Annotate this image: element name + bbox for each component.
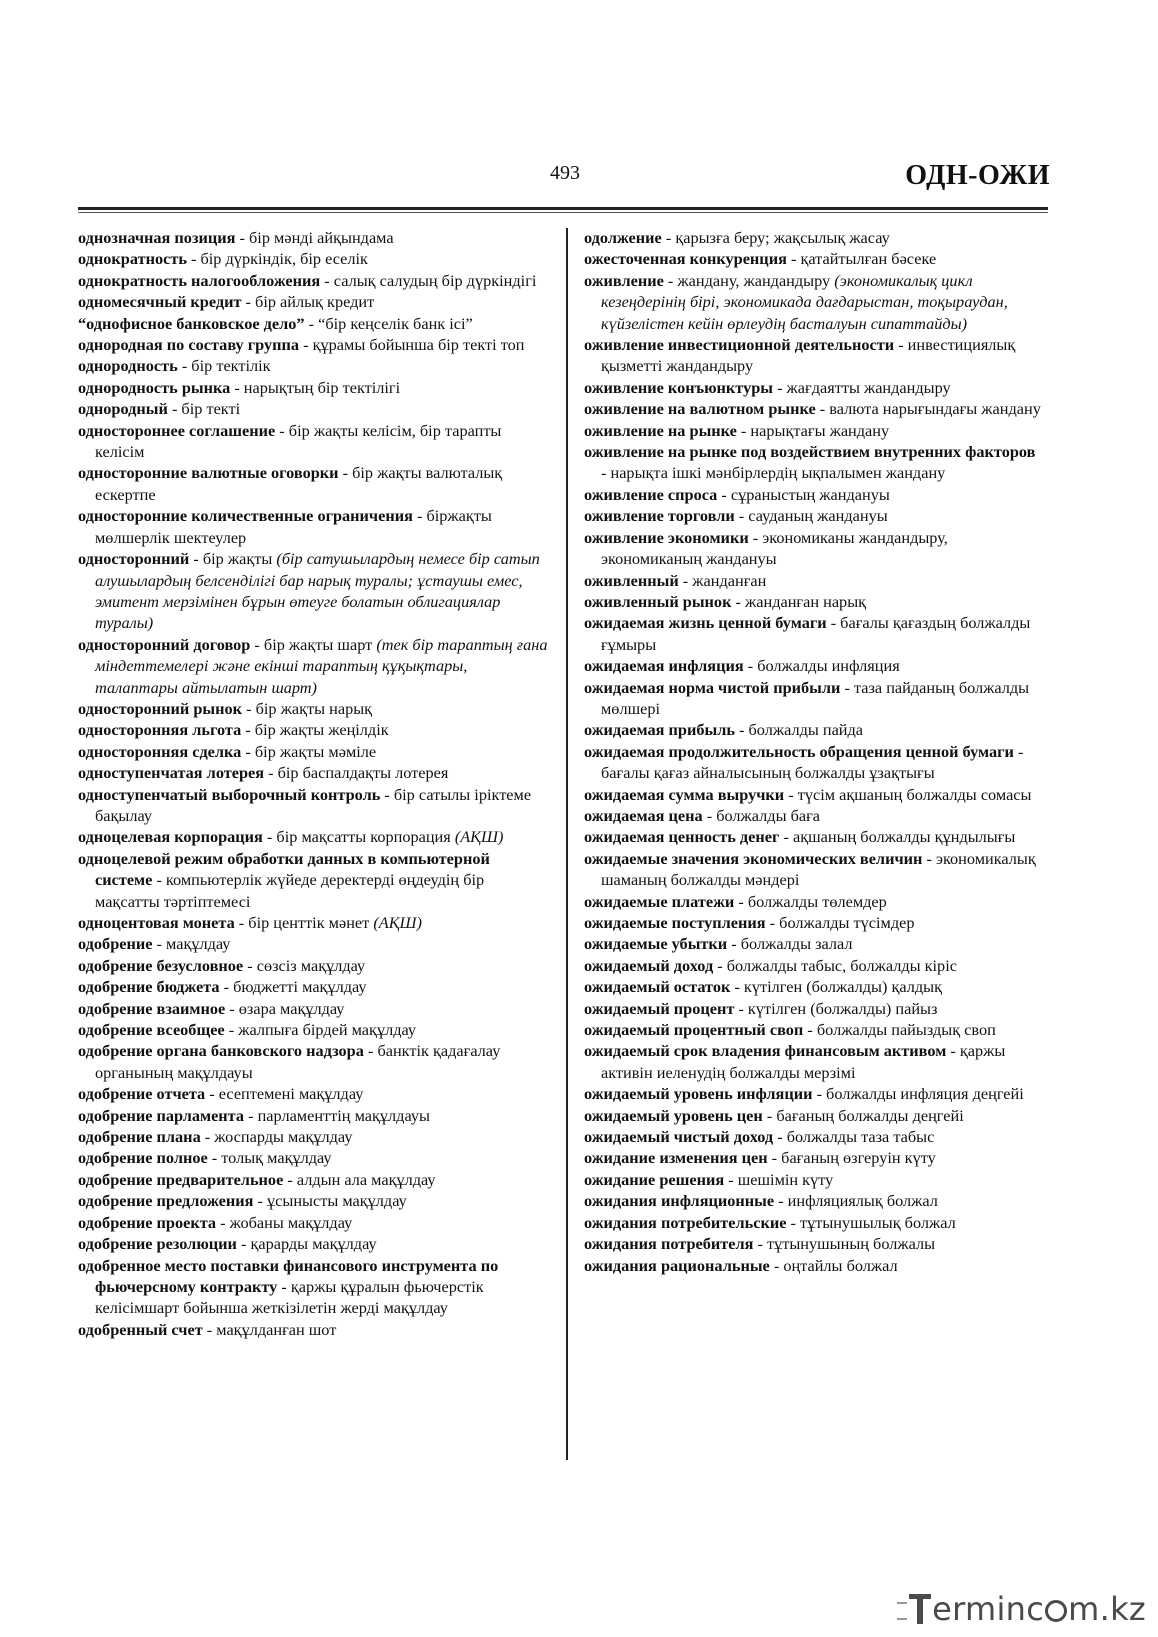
- entry-definition: - жанданған нарық: [731, 591, 867, 611]
- dictionary-entry: [584, 933, 1044, 954]
- entry-definition: - экономикалық шаманың болжалды мәндері: [601, 848, 1036, 890]
- dictionary-entry: [584, 1255, 1044, 1276]
- entry-definition: - мақұлдау: [152, 934, 231, 954]
- entry-definition: - бір центтік мәнет: [234, 913, 374, 932]
- entry-definition: - бір жақты келісім, бір тарапты келісім: [95, 420, 502, 462]
- dictionary-entry: [78, 955, 548, 976]
- entry-definition: - болжалды пайыздық своп: [803, 1020, 996, 1040]
- entry-definition: - бір мақсатты корпорация: [262, 827, 455, 847]
- watermark-logo: [909, 1590, 1146, 1628]
- dictionary-entry: [584, 570, 1044, 591]
- entry-term: ожесточенная конкуренция: [584, 249, 787, 269]
- dictionary-entry: [78, 1255, 548, 1319]
- entry-definition: - жандану, жандандыру: [663, 270, 835, 290]
- dictionary-entry: [584, 998, 1044, 1019]
- entry-term: оживление спроса: [584, 484, 718, 504]
- dictionary-entry: [584, 1147, 1044, 1168]
- dictionary-entry: [78, 848, 548, 912]
- dictionary-entry: [584, 420, 1044, 441]
- entry-term: однородность: [78, 356, 178, 376]
- dictionary-entry: [584, 955, 1044, 976]
- entry-term: одноступенчатый выборочный контроль: [78, 784, 381, 804]
- entry-term: ожидаемая продолжительность обращения ценной бумаги: [584, 741, 1014, 761]
- entry-term: одноступенчатая лотерея: [78, 763, 265, 783]
- logo-text-part: ermin: [932, 1590, 1027, 1628]
- entry-definition: - қарарды мақұлдау: [236, 1234, 377, 1254]
- entry-term: “однофисное банковское дело”: [78, 313, 305, 333]
- entry-term: ожидание решения: [584, 1169, 725, 1189]
- dictionary-entry: [78, 1212, 548, 1233]
- entry-definition: - күтілген (болжалды) пайыз: [734, 998, 938, 1018]
- dictionary-entry: [78, 548, 548, 634]
- dictionary-entry: [78, 355, 548, 376]
- entry-term: ожидаемые значения экономических величин: [584, 848, 923, 868]
- entry-term: однократность: [78, 249, 187, 269]
- entry-term: ожидаемая жизнь ценной бумаги: [584, 613, 827, 633]
- entry-term: односторонние валютные оговорки: [78, 463, 339, 483]
- entry-term: одноцентовая монета: [78, 913, 235, 932]
- entry-definition: - инвестициялық қызметті жандандыру: [601, 335, 1016, 376]
- entry-term: оживление инвестиционной деятельности: [584, 335, 895, 355]
- dictionary-entry: [78, 998, 548, 1019]
- dictionary-entry: [584, 1212, 1044, 1233]
- dictionary-entry: [78, 762, 548, 783]
- dictionary-entry: [78, 462, 548, 505]
- entry-term: одобрение предварительное: [78, 1169, 284, 1189]
- entry-term: односторонние количественные ограничения: [78, 506, 413, 526]
- dictionary-entry: [584, 505, 1044, 526]
- dictionary-entry: [78, 826, 548, 847]
- entry-definition: - нарықта ішкі мәнбірлердің ықпалымен жандану: [601, 463, 946, 483]
- dictionary-entry: [78, 1083, 548, 1104]
- entry-definition: - банктік қадағалау органының мақұлдауы: [95, 1041, 501, 1082]
- dictionary-entry: [78, 334, 548, 355]
- dictionary-entry: [584, 441, 1044, 484]
- dictionary-entry: [584, 719, 1044, 740]
- entry-definition: - сұраныстың жандануы: [717, 484, 890, 504]
- dictionary-entry: [78, 377, 548, 398]
- entry-definition: - бағалы қағаздың болжалды ғұмыры: [601, 613, 1031, 654]
- entry-definition: - болжалды төлемдер: [734, 891, 887, 911]
- dictionary-entry: [78, 912, 548, 933]
- entry-term: ожидания инфляционные: [584, 1191, 775, 1211]
- entry-definition: - бір текті: [167, 399, 241, 419]
- dictionary-entry: [584, 334, 1044, 377]
- dictionary-entry: [584, 1105, 1044, 1126]
- dictionary-entry: [584, 377, 1044, 398]
- entry-term: ожидания потребителя: [584, 1234, 754, 1254]
- entry-definition: - бір сатылы іріктеме бақылау: [95, 784, 532, 825]
- entry-term: односторонний договор: [78, 634, 251, 654]
- entry-term: однородный: [78, 399, 168, 419]
- entry-definition: - түсім ақшаның болжалды сомасы: [784, 784, 1032, 804]
- entry-definition: - жоспарды мақұлдау: [200, 1127, 353, 1147]
- entry-definition: - сауданың жандануы: [734, 506, 888, 526]
- dictionary-entry: [78, 719, 548, 740]
- entry-term: ожидания рациональные: [584, 1255, 770, 1275]
- entry-term: оживление на валютном рынке: [584, 399, 816, 419]
- entry-term: ожидаемый чистый доход: [584, 1127, 774, 1147]
- entry-definition: - сөзсіз мақұлдау: [243, 955, 366, 975]
- dictionary-entry: [584, 612, 1044, 655]
- logo-o-icon: [1045, 1600, 1067, 1622]
- entry-definition: - күтілген (болжалды) қалдық: [730, 977, 942, 997]
- entry-term: ожидаемые поступления: [584, 913, 766, 932]
- entry-term: одобрение безусловное: [78, 955, 244, 975]
- entry-term: оживление на рынке: [584, 420, 737, 440]
- entry-definition: - мақұлданған шот: [202, 1319, 337, 1339]
- dictionary-entry: [584, 826, 1044, 847]
- entry-term: одобрение взаимное: [78, 998, 226, 1018]
- entry-term: одобрение всеобщее: [78, 1020, 225, 1040]
- dictionary-entry: [78, 1319, 548, 1340]
- entry-definition: - бір мәнді айқындама: [235, 228, 394, 247]
- entry-definition: - бір жақты нарық: [242, 698, 373, 718]
- entry-term: ожидаемые платежи: [584, 891, 735, 911]
- entry-term: одобрение бюджета: [78, 977, 220, 997]
- running-head: ОДН-ОЖИ: [905, 160, 1050, 191]
- entry-term: оживление конъюнктуры: [584, 377, 773, 397]
- entry-term: оживленный: [584, 570, 679, 590]
- entry-term: одобрение органа банковского надзора: [78, 1041, 364, 1061]
- dictionary-entry: [584, 1083, 1044, 1104]
- entry-definition: - қаржы құралын фьючерстік келісімшарт бойынша жеткізілетін жерді мақұлдау: [95, 1276, 484, 1318]
- entry-term: ожидания потребительские: [584, 1212, 787, 1232]
- dictionary-entry: [584, 848, 1044, 891]
- entry-definition: - бағаның болжалды деңгейі: [762, 1105, 964, 1125]
- dictionary-entry: [78, 784, 548, 827]
- entry-definition: - оңтайлы болжал: [769, 1255, 898, 1275]
- dictionary-entry: [584, 484, 1044, 505]
- entry-term: одобрение: [78, 934, 153, 954]
- entry-definition: - шешімін күту: [724, 1169, 834, 1189]
- entry-term: ожидаемый уровень цен: [584, 1105, 763, 1125]
- entry-term: односторонняя сделка: [78, 741, 242, 761]
- dictionary-entry: [78, 1233, 548, 1254]
- entry-definition: - болжалды табыс, болжалды кіріс: [713, 955, 957, 975]
- entry-definition: - жобаны мақұлдау: [216, 1212, 353, 1232]
- entry-definition: - біржақты мөлшерлік шектеулер: [95, 506, 492, 547]
- entry-term: одобренное место поставки финансового инструмента по фьючерсному контракту: [78, 1255, 499, 1296]
- dictionary-entry: [78, 1147, 548, 1168]
- entry-definition: - таза пайданың болжалды мөлшері: [601, 677, 1030, 718]
- entry-definition: - құрамы бойынша бір текті топ: [299, 335, 525, 355]
- dictionary-entry: [78, 313, 548, 334]
- entry-definition: - болжалды түсімдер: [765, 913, 915, 932]
- entry-term: односторонний рынок: [78, 698, 243, 718]
- entry-term: одностороннее соглашение: [78, 420, 276, 440]
- entry-term: одолжение: [584, 228, 662, 247]
- entry-definition: - қатайтылған бәсеке: [786, 249, 937, 269]
- entry-term: ожидаемая ценность денег: [584, 827, 780, 847]
- dictionary-entry: [584, 591, 1044, 612]
- entry-definition: - жалпыға бірдей мақұлдау: [224, 1020, 417, 1040]
- dictionary-entry: [584, 527, 1044, 570]
- entry-term: ожидаемый процент: [584, 998, 735, 1018]
- entry-definition: - бюджетті мақұлдау: [219, 977, 367, 997]
- entry-term: одобрение проекта: [78, 1212, 217, 1232]
- dictionary-entry: [584, 227, 1044, 248]
- entry-term: ожидаемый срок владения финансовым активом: [584, 1041, 947, 1061]
- entry-definition: - бір жақты жеңілдік: [241, 720, 389, 740]
- header-rule: [78, 207, 1048, 210]
- entry-definition: - инфляциялық болжал: [774, 1191, 938, 1211]
- entry-definition: - нарықтың бір тектілігі: [230, 377, 401, 397]
- dictionary-entry: [78, 1190, 548, 1211]
- dictionary-entry: [584, 1040, 1044, 1083]
- dictionary-entry: [78, 1040, 548, 1083]
- header-rule-thin: [78, 212, 1048, 213]
- entry-term: одобрение плана: [78, 1127, 201, 1147]
- dictionary-entry: [584, 398, 1044, 419]
- entry-definition: - бір айлық кредит: [241, 292, 375, 312]
- dictionary-entry: [584, 1190, 1044, 1211]
- entry-definition: - бір жақты: [189, 549, 277, 569]
- entry-definition: - бағаның өзгеруін күту: [767, 1148, 936, 1168]
- entry-definition: - жағдаятты жандандыру: [773, 377, 951, 397]
- entry-term: одобрение предложения: [78, 1191, 254, 1211]
- entry-definition: - өзара мақұлдау: [225, 998, 345, 1018]
- dictionary-entry: [584, 248, 1044, 269]
- entry-term: оживление торговли: [584, 506, 735, 526]
- entry-definition: - болжалды таза табыс: [773, 1127, 935, 1147]
- entry-definition: - салық салудың бір дүркіндігі: [320, 270, 537, 290]
- dictionary-entry: [584, 784, 1044, 805]
- entry-definition: - алдын ала мақұлдау: [283, 1169, 436, 1189]
- entry-definition: - экономиканы жандандыру, экономиканың жандануы: [601, 527, 948, 569]
- dictionary-entry: [78, 248, 548, 269]
- entry-term: односторонний: [78, 549, 190, 569]
- entry-definition: - жанданған: [678, 570, 767, 590]
- logo-t-icon: [909, 1592, 931, 1626]
- dictionary-entry: [584, 741, 1044, 784]
- entry-definition: - тұтынушылық болжал: [786, 1212, 956, 1232]
- entry-definition: - ақшаның болжалды құндылығы: [779, 827, 1016, 847]
- entry-term: ожидаемая цена: [584, 805, 703, 825]
- dictionary-entry: [584, 1233, 1044, 1254]
- dictionary-entry: [584, 270, 1044, 334]
- dictionary-entry: [584, 976, 1044, 997]
- entry-definition: - бағалы қағаз айналысының болжалды ұзақтығы: [601, 741, 1024, 783]
- entry-term: ожидаемый остаток: [584, 977, 731, 997]
- entry-term: ожидаемая сумма выручки: [584, 784, 785, 804]
- dictionary-entry: [584, 912, 1044, 933]
- dictionary-entry: [78, 976, 548, 997]
- entry-term: оживление на рынке под воздействием внутренних факторов: [584, 442, 1036, 462]
- dictionary-entry: [584, 677, 1044, 720]
- entry-definition: - бір жақты мәміле: [241, 741, 377, 761]
- entry-definition: - парламенттің мақұлдауы: [244, 1105, 430, 1125]
- entry-definition: - валюта нарығындағы жандану: [815, 399, 1041, 419]
- entry-definition: - қаржы активін иеленудің болжалды мерзімі: [601, 1041, 1006, 1082]
- entry-term: ожидаемая прибыль: [584, 720, 735, 740]
- entry-term: одобрение парламента: [78, 1105, 245, 1125]
- entry-definition: - бір жақты валюталық ескертпе: [95, 463, 503, 504]
- entry-definition: - нарықтағы жандану: [736, 420, 890, 440]
- entry-definition: - болжалды инфляция: [743, 656, 900, 676]
- column-divider: [566, 228, 568, 1460]
- entry-term: одобрение резолюции: [78, 1234, 237, 1254]
- entry-term: однородность рынка: [78, 377, 231, 397]
- entry-term: одноцелевая корпорация: [78, 827, 263, 847]
- dictionary-entry: [78, 420, 548, 463]
- entry-term: одобрение отчета: [78, 1084, 206, 1104]
- entry-definition: - компьютерлік жүйеде деректерді өңдеудің бір мақсатты тәртіптемесі: [95, 870, 485, 911]
- entry-term: однозначная позиция: [78, 228, 236, 247]
- entry-definition: - ұсынысты мақұлдау: [253, 1191, 407, 1211]
- dictionary-entry: [584, 1169, 1044, 1190]
- dictionary-entry: [584, 891, 1044, 912]
- dictionary-entry: [78, 505, 548, 548]
- entry-term: оживленный рынок: [584, 591, 732, 611]
- entry-definition: - бір жақты шарт: [250, 634, 377, 654]
- entry-term: одобрение полное: [78, 1148, 208, 1168]
- entry-term: ожидаемые убытки: [584, 934, 728, 954]
- entry-term: оживление экономики: [584, 527, 749, 547]
- entry-term: ожидаемый процентный своп: [584, 1020, 804, 1040]
- entry-definition: - болжалды инфляция деңгейі: [812, 1084, 1024, 1104]
- entry-term: ожидание изменения цен: [584, 1148, 768, 1168]
- entry-note: (АҚШ): [454, 827, 504, 847]
- entry-term: одобренный счет: [78, 1319, 203, 1339]
- dictionary-entry: [584, 1126, 1044, 1147]
- dictionary-entry: [78, 398, 548, 419]
- entry-definition: - болжалды залал: [727, 934, 853, 954]
- entry-term: ожидаемый уровень инфляции: [584, 1084, 813, 1104]
- dictionary-entry: [78, 933, 548, 954]
- entry-definition: - бір тектілік: [177, 356, 271, 376]
- dictionary-entry: [584, 805, 1044, 826]
- dictionary-entry: [584, 655, 1044, 676]
- dictionary-entry: [78, 1169, 548, 1190]
- dictionary-entry: [78, 1105, 548, 1126]
- dictionary-entry: [78, 634, 548, 698]
- entry-definition: - болжалды баға: [702, 805, 821, 825]
- entry-definition: - болжалды пайда: [734, 720, 864, 740]
- dictionary-entry: [78, 270, 548, 291]
- page-number: 493: [550, 162, 580, 184]
- dictionary-entry: [78, 227, 548, 248]
- logo-text-part: m.kz: [1068, 1590, 1146, 1628]
- entry-term: одномесячный кредит: [78, 292, 242, 312]
- dictionary-entry: [78, 291, 548, 312]
- entry-definition: - “бір кеңселік банк ісі”: [304, 313, 473, 333]
- dictionary-entry: [584, 1019, 1044, 1040]
- left-column: [78, 227, 548, 1340]
- dictionary-entry: [78, 741, 548, 762]
- entry-note: (бір сатушылардың немесе бір сатып алушылардың белсенділігі бар нарық туралы; ұстаушы емес, эмитент мерзімінен бұрын өтеуге болатын облигациялар туралы): [95, 549, 540, 633]
- entry-definition: - толық мақұлдау: [207, 1148, 332, 1168]
- entry-definition: - бір баспалдақты лотерея: [264, 763, 449, 783]
- entry-term: однократность налогообложения: [78, 270, 321, 290]
- right-column: [584, 227, 1044, 1276]
- entry-term: одноцелевой режим обработки данных в компьютерной системе: [78, 848, 490, 890]
- entry-definition: - бір дүркіндік, бір еселік: [186, 249, 368, 269]
- entry-note: (экономикалық цикл кезеңдерінің бірі, экономикада дағдарыстан, тоқыраудан, күйзелістен кейін өрлеудің басталуын сипаттайды): [601, 270, 1008, 333]
- dictionary-entry: [78, 1126, 548, 1147]
- entry-definition: - қарызға беру; жақсылық жасау: [661, 228, 890, 247]
- entry-term: ожидаемый доход: [584, 955, 714, 975]
- dictionary-entry: [78, 1019, 548, 1040]
- entry-note: (АҚШ): [373, 913, 422, 932]
- entry-term: ожидаемая инфляция: [584, 656, 744, 676]
- entry-definition: - тұтынушының болжалы: [753, 1234, 936, 1254]
- dictionary-entry: [78, 698, 548, 719]
- entry-definition: - есептемені мақұлдау: [205, 1084, 364, 1104]
- entry-term: оживление: [584, 270, 664, 290]
- entry-note: (тек бір тараптың ғана міндеттемелері және екінші тараптың құқықтары, талаптары айтылатын шарт): [95, 634, 548, 697]
- entry-term: однородная по составу группа: [78, 335, 300, 355]
- entry-term: ожидаемая норма чистой прибыли: [584, 677, 841, 697]
- logo-text-part: c: [1026, 1590, 1045, 1628]
- entry-term: односторонняя льгота: [78, 720, 242, 740]
